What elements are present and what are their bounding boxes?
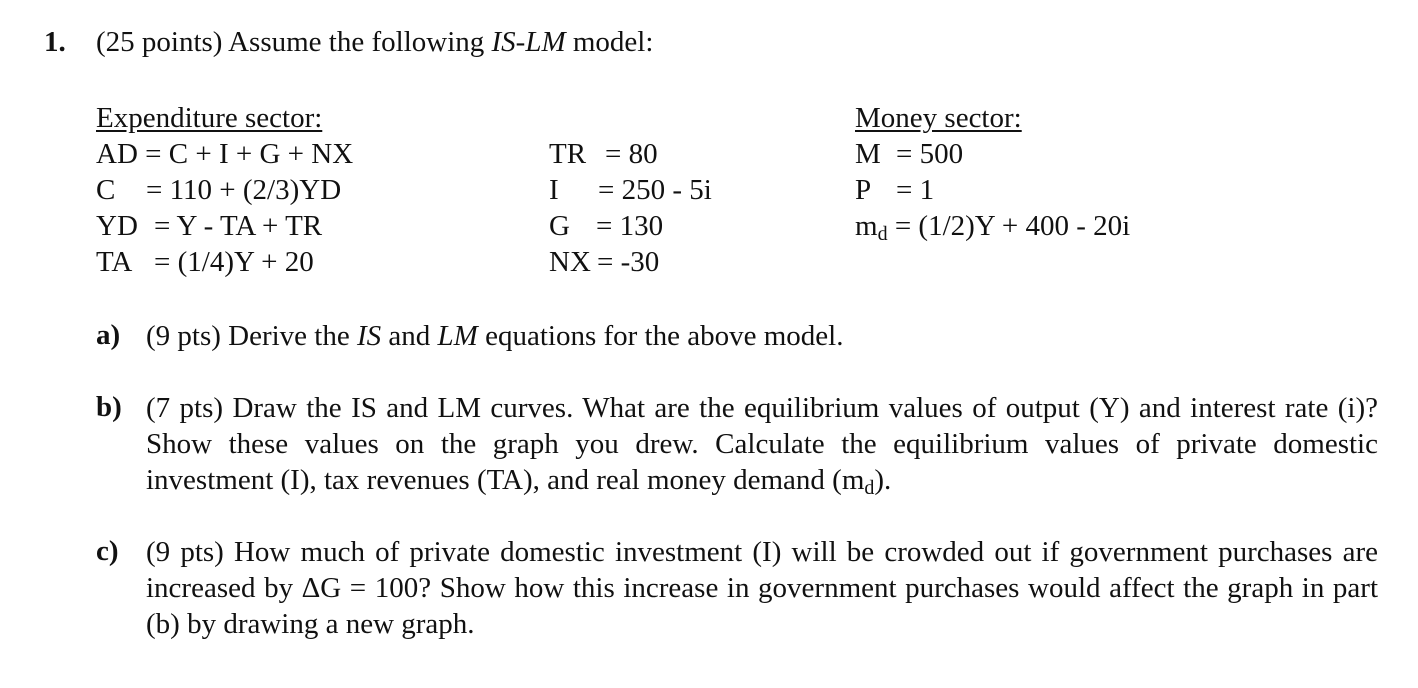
fiscal-g-rhs: = 130 (596, 210, 664, 242)
part-c-text: (9 pts) How much of private domestic investment (I) will be crowded out if government purchases are increased by ΔG = 100? Show how this increase in government purchases would affect the graph in part (b) by drawing a new graph. (146, 536, 1378, 640)
money-md-equation (855, 209, 1130, 246)
fiscal-i-lhs: I (549, 174, 559, 206)
question-title-tail: model: (565, 26, 654, 58)
fiscal-g-lhs: G (549, 210, 570, 242)
part-a-text (146, 318, 1378, 354)
model-name: IS-LM (491, 26, 566, 58)
part-b-t1: (7 pts) Draw the IS and LM curves. What are the equilibrium values of output (Y) and interest rate (i)? Show these values on the graph you drew. Calculate the equilibrium values of private domestic investment (I), tax revenues (TA), and real money demand (m (146, 392, 1378, 496)
part-a-label: a) (96, 319, 121, 351)
part-a-is: IS (357, 320, 382, 352)
part-a-lm: LM (437, 320, 478, 352)
money-m-lhs: M (855, 138, 881, 170)
fiscal-i-rhs: = 250 - 5i (598, 174, 712, 206)
expenditure-heading: Expenditure sector: (96, 102, 323, 134)
part-b-subscript: d (864, 477, 875, 499)
expenditure-eq-c-rhs: = 110 + (2/3)YD (146, 174, 342, 206)
part-a-t3: equations for the above model. (477, 320, 844, 352)
part-a-t1: (9 pts) Derive the (146, 320, 357, 352)
expenditure-eq-yd-lhs: YD (96, 210, 138, 242)
money-md-lhs: m (855, 210, 878, 242)
fiscal-nx-rhs: = -30 (597, 246, 660, 278)
expenditure-eq-c-lhs: C (96, 174, 116, 206)
money-p-rhs: = 1 (896, 174, 935, 206)
question-points-text: (25 points) Assume the following (96, 26, 492, 58)
question-title (96, 26, 653, 59)
money-heading: Money sector: (855, 102, 1022, 134)
question-number: 1. (44, 26, 66, 58)
money-md-subscript: d (877, 223, 888, 245)
fiscal-tr-lhs: TR (549, 138, 587, 170)
expenditure-eq-ta-rhs: = (1/4)Y + 20 (154, 246, 314, 278)
money-p-lhs: P (855, 174, 872, 206)
part-c-label: c) (96, 535, 119, 567)
part-b-t2: ). (874, 464, 892, 496)
money-m-rhs: = 500 (896, 138, 964, 170)
part-b-text (146, 390, 1378, 501)
expenditure-eq-yd-rhs: = Y - TA + TR (154, 210, 323, 242)
expenditure-eq-ad: AD = C + I + G + NX (96, 138, 354, 170)
money-md-rhs: = (1/2)Y + 400 - 20i (887, 210, 1131, 242)
fiscal-nx-lhs: NX (549, 246, 591, 278)
expenditure-eq-ta-lhs: TA (96, 246, 133, 278)
part-a-t2: and (381, 320, 438, 352)
part-b-label: b) (96, 391, 122, 423)
fiscal-tr-rhs: = 80 (605, 138, 658, 170)
